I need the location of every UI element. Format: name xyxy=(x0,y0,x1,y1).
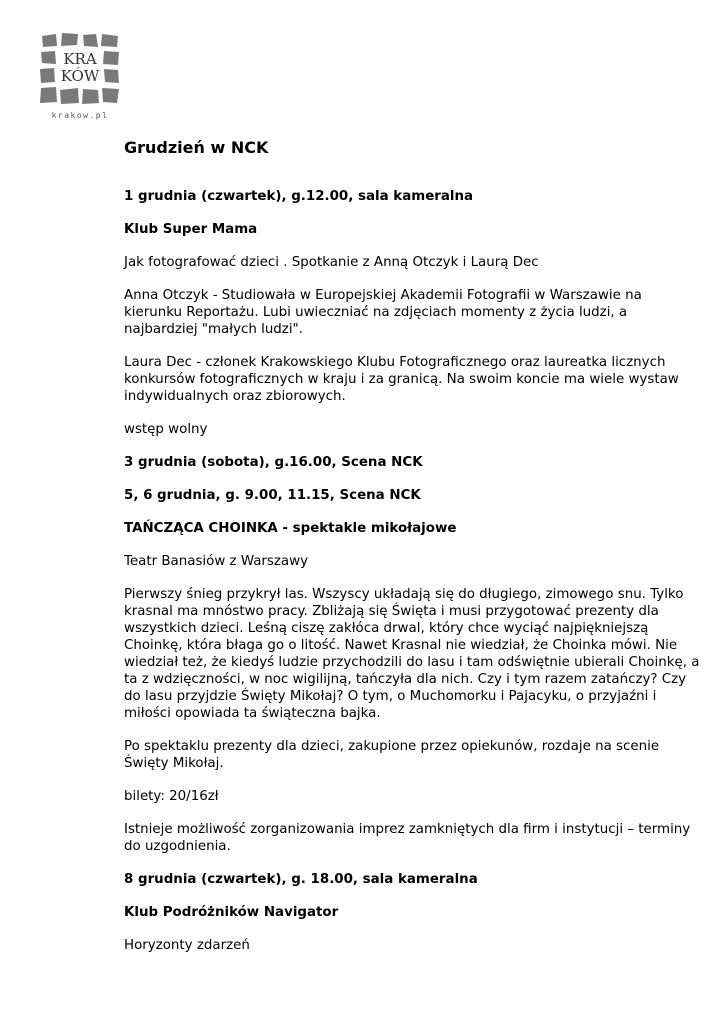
paragraph: Laura Dec - członek Krakowskiego Klubu Fotograficznego oraz laureatka licznych konkursów fotograficznych w kraju i za granicą. Na swoim koncie ma wiele wystaw indywidualnych oraz zbiorowych. xyxy=(124,355,679,404)
paragraph: bilety: 20/16zł xyxy=(124,789,219,804)
section-heading: Klub Podróżników Navigator xyxy=(124,905,339,920)
logo-text-kow: KÓW xyxy=(60,67,100,85)
paragraph: Istnieje możliwość zorganizowania imprez zamkniętych dla firm i instytucji – terminy do uzgodnienia. xyxy=(124,822,691,854)
section-heading: 3 grudnia (sobota), g.16.00, Scena NCK xyxy=(124,455,423,470)
paragraph: Anna Otczyk - Studiowała w Europejskiej Akademii Fotografii w Warszawie na kierunku Reportażu. Lubi uwieczniać na zdjęciach momenty z życia ludzi, a najbardziej "małych ludzi". xyxy=(124,288,642,337)
paragraph: Po spektaklu prezenty dla dzieci, zakupione przez opiekunów, rozdaje na scenie Święty Mikołaj. xyxy=(124,739,660,771)
page-title: Grudzień w NCK xyxy=(124,138,269,157)
paragraph-list xyxy=(124,188,704,954)
section-heading: 8 grudnia (czwartek), g. 18.00, sala kameralna xyxy=(124,872,478,887)
logo-text-kra: KRA xyxy=(63,50,97,68)
section-heading: TAŃCZĄCA CHOINKA - spektakle mikołajowe xyxy=(124,521,457,536)
logo-url: krakow.pl xyxy=(51,111,109,120)
section-heading: 5, 6 grudnia, g. 9.00, 11.15, Scena NCK xyxy=(124,488,421,503)
paragraph: Jak fotografować dzieci . Spotkanie z Anną Otczyk i Laurą Dec xyxy=(124,255,539,270)
paragraph: Teatr Banasiów z Warszawy xyxy=(124,554,309,569)
paragraph: Horyzonty zdarzeń xyxy=(124,938,250,953)
document-body xyxy=(124,138,704,970)
paragraph: Pierwszy śnieg przykrył las. Wszyscy układają się do długiego, zimowego snu. Tylko krasnal ma mnóstwo pracy. Zbliżają się Święta i musi przygotować prezenty dla wszystkich dzieci. Leśną ciszę zakłóca drwal, który chce wyciąć najpiękniejszą Choinkę, która błaga go o litość. Nawet Krasnal nie wiedział, że Choinka mówi. Nie wiedział też, że kiedyś ludzie przychodzili do lasu i tam odświętnie ubierali Choinkę, a ta z wdzięczności, w noc wigilijną, tańczyła dla nich. Czy i tym razem zatańczy? Czy do lasu przyjdzie Święty Mikołaj? O tym, o Muchomorku i Pajacyku, o przyjaźni i miłości opowiada ta świąteczna bajka. xyxy=(124,587,700,721)
paragraph: wstęp wolny xyxy=(124,422,208,437)
section-heading: 1 grudnia (czwartek), g.12.00, sala kameralna xyxy=(124,189,474,204)
section-heading: Klub Super Mama xyxy=(124,222,258,237)
krakow-logo xyxy=(38,30,122,122)
